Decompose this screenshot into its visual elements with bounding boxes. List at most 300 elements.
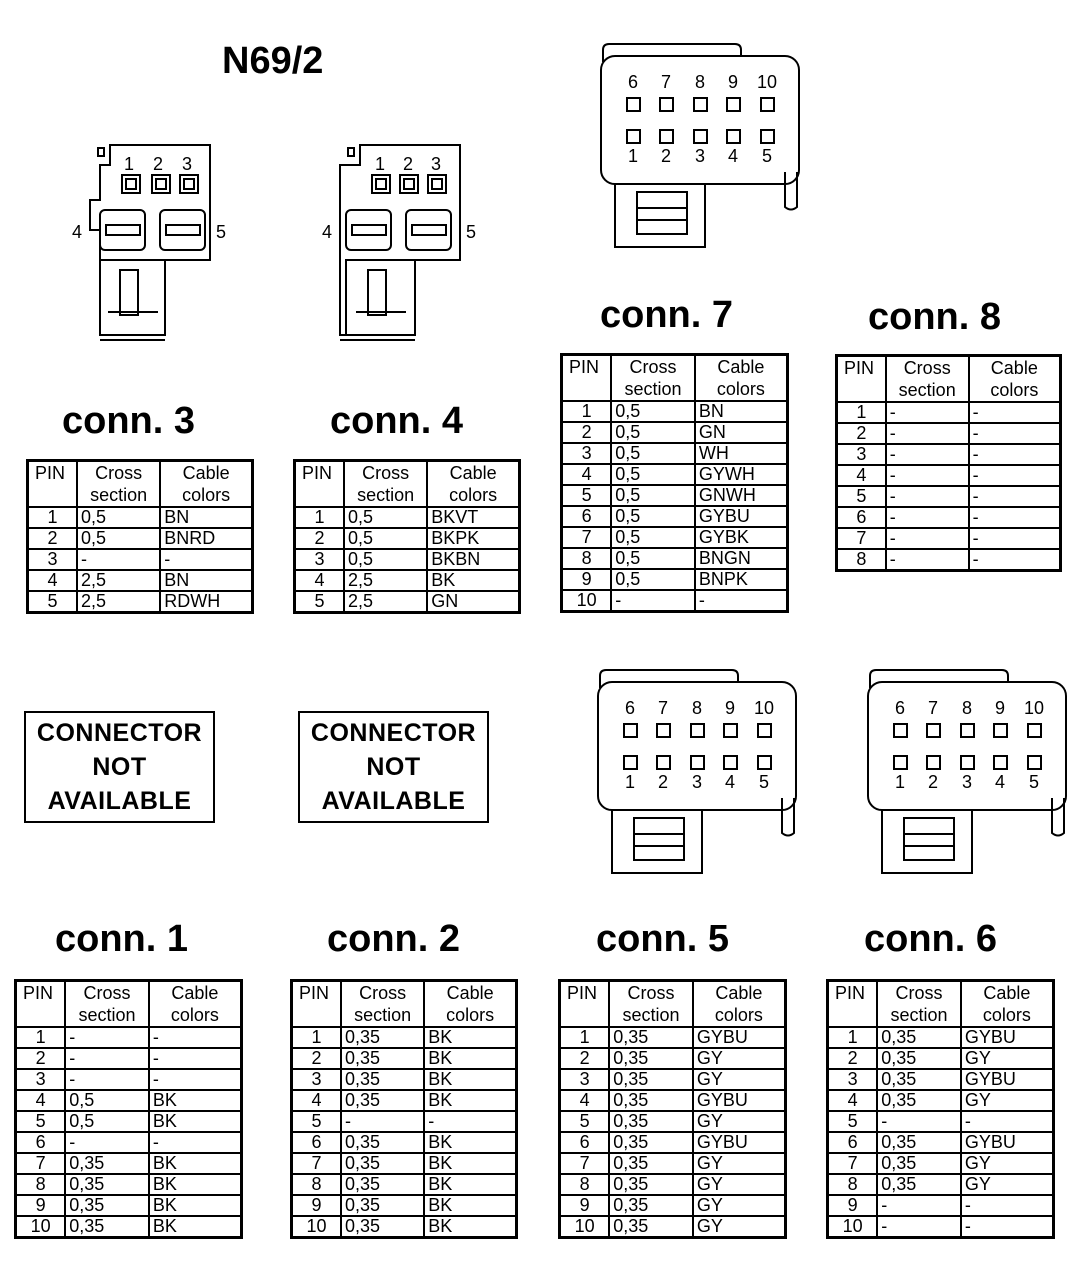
cable-color-cell: WH [695, 443, 788, 464]
pin-cell: 9 [562, 569, 612, 590]
conn-1-table [14, 979, 243, 1239]
cable-color-cell: - [424, 1111, 516, 1132]
cross-section-cell: - [886, 549, 969, 571]
table-row [28, 528, 253, 549]
cross-section-cell: - [886, 465, 969, 486]
cable-color-cell: BK [424, 1132, 516, 1153]
cross-section-cell: - [886, 423, 969, 444]
cross-section-cell: - [65, 1132, 149, 1153]
table-header-row [28, 461, 253, 508]
pin-labels [895, 698, 1044, 792]
pin-cell: 2 [292, 1048, 342, 1069]
cross-section-cell: 2,5 [77, 591, 160, 613]
table-row [562, 443, 788, 464]
cable-color-cell: - [961, 1111, 1054, 1132]
cable-color-cell: BK [424, 1027, 516, 1048]
na-line: AVAILABLE [321, 787, 466, 815]
pin-cell: 1 [295, 507, 345, 528]
table-row [295, 549, 520, 570]
table-header-row [292, 981, 517, 1028]
column-header-text: section [90, 485, 148, 505]
pin-label: 10 [1024, 698, 1045, 718]
conn-2-table [290, 979, 518, 1239]
pin-label: 10 [754, 698, 775, 718]
pin-cell: 1 [562, 401, 612, 422]
column-header-text: colors [982, 1005, 1031, 1025]
pin-cell: 2 [828, 1048, 878, 1069]
pin-cell: 1 [292, 1027, 342, 1048]
cross-section-cell: - [886, 402, 969, 423]
pin-cell: 1 [28, 507, 78, 528]
pin-label: 9 [725, 698, 736, 718]
table-row [16, 1174, 242, 1195]
column-header-text: Cross [895, 983, 943, 1003]
cable-color-cell: GY [961, 1048, 1054, 1069]
pin-cell: 4 [28, 570, 78, 591]
cable-color-cell: BKVT [427, 507, 519, 528]
table-row [28, 570, 253, 591]
column-header-text: Cable [449, 463, 497, 483]
cross-section-cell: 0,5 [65, 1111, 149, 1132]
table-row [560, 1090, 786, 1111]
table-row [828, 1111, 1054, 1132]
cross-section-cell: 0,35 [65, 1195, 149, 1216]
cable-color-cell: BK [424, 1048, 516, 1069]
table-row [560, 1174, 786, 1195]
cable-color-cell: GYBU [961, 1069, 1054, 1090]
cable-color-cell: BK [149, 1153, 242, 1174]
cross-section-cell: 0,5 [344, 507, 427, 528]
column-header [562, 355, 612, 402]
cable-color-cell: GYBU [693, 1132, 786, 1153]
cable-color-cell: BNGN [695, 548, 788, 569]
pin-label: 4 [725, 772, 736, 792]
cable-color-cell: BK [427, 570, 519, 591]
pin-label: 7 [658, 698, 669, 718]
connector-drawing-small-a [70, 140, 240, 350]
table-row [562, 548, 788, 569]
column-header-text: section [357, 485, 415, 505]
pin-cell: 1 [828, 1027, 878, 1048]
pin-label: 9 [728, 72, 739, 92]
pin-cell: 9 [560, 1195, 610, 1216]
column-header-text: colors [182, 485, 231, 505]
table-row [16, 1090, 242, 1111]
cable-color-cell: - [149, 1069, 242, 1090]
column-header [160, 461, 252, 508]
pin-cell: 5 [828, 1111, 878, 1132]
pin-cell: 5 [560, 1111, 610, 1132]
pin-label: 8 [695, 72, 706, 92]
pin-label: 9 [995, 698, 1006, 718]
pin-label: 2 [153, 154, 164, 174]
table-row [562, 569, 788, 590]
column-header [149, 981, 242, 1028]
conn-6-table [826, 979, 1055, 1239]
cable-color-cell: GYWH [695, 464, 788, 485]
cross-section-cell: 0,35 [341, 1090, 424, 1111]
cable-color-cell: BK [149, 1090, 242, 1111]
pin-label: 8 [692, 698, 703, 718]
cross-section-cell: 0,35 [609, 1195, 693, 1216]
column-header-text: Cable [446, 983, 494, 1003]
pin-cell: 9 [16, 1195, 66, 1216]
connector-drawing-small-b [320, 140, 490, 350]
cross-section-cell: 0,35 [65, 1153, 149, 1174]
pin-cell: 7 [16, 1153, 66, 1174]
table-row [562, 506, 788, 527]
column-header [828, 981, 878, 1028]
cross-section-cell: - [886, 507, 969, 528]
conn-8-table [835, 354, 1062, 572]
cross-section-cell: 0,35 [609, 1132, 693, 1153]
table-row [828, 1174, 1054, 1195]
conn-6-title: conn. 6 [864, 918, 998, 960]
table-row [562, 464, 788, 485]
table-row [295, 570, 520, 591]
cross-section-cell: 0,35 [877, 1069, 961, 1090]
table-row [562, 590, 788, 612]
pin-cell: 10 [828, 1216, 878, 1238]
pin-cell: 9 [828, 1195, 878, 1216]
cross-section-cell: 2,5 [344, 591, 427, 613]
cross-section-cell: - [886, 528, 969, 549]
cable-color-cell: BNRD [160, 528, 252, 549]
pin-label: 3 [962, 772, 973, 792]
cable-color-cell: GYBU [693, 1090, 786, 1111]
pin-cell: 4 [292, 1090, 342, 1111]
column-header-text: PIN [302, 463, 333, 483]
cable-color-cell: GY [693, 1048, 786, 1069]
pin-cell: 3 [292, 1069, 342, 1090]
table-row [562, 485, 788, 506]
cable-color-cell: BKBN [427, 549, 519, 570]
column-header-text: colors [716, 379, 765, 399]
table-row [28, 549, 253, 570]
cable-color-cell: BNPK [695, 569, 788, 590]
pin-label: 3 [692, 772, 703, 792]
table-row [16, 1132, 242, 1153]
pin-label: 7 [928, 698, 939, 718]
pin-cell: 2 [562, 422, 612, 443]
cable-color-cell: GY [693, 1195, 786, 1216]
cross-section-cell: 0,5 [611, 422, 695, 443]
conn-2-title: conn. 2 [327, 918, 461, 960]
cross-section-cell: 0,5 [611, 548, 695, 569]
cross-section-cell: 0,35 [65, 1216, 149, 1238]
table-row [28, 591, 253, 613]
cross-section-cell: - [877, 1216, 961, 1238]
table-row [562, 422, 788, 443]
cross-section-cell: 0,35 [609, 1090, 693, 1111]
cable-color-cell: GYBU [961, 1027, 1054, 1048]
column-header-text: section [890, 1005, 948, 1025]
pin-label: 4 [322, 222, 333, 242]
table-row [560, 1153, 786, 1174]
pin-cell: 6 [837, 507, 886, 528]
cable-color-cell: BK [149, 1111, 242, 1132]
cross-section-cell: 0,5 [65, 1090, 149, 1111]
column-header-text: Cable [171, 983, 219, 1003]
table-row [292, 1195, 517, 1216]
column-header [961, 981, 1054, 1028]
pin-label: 4 [995, 772, 1006, 792]
cable-color-cell: GY [961, 1090, 1054, 1111]
pin-cell: 3 [295, 549, 345, 570]
conn-4-title: conn. 4 [330, 400, 464, 442]
cable-color-cell: - [969, 528, 1061, 549]
table-row [28, 507, 253, 528]
pin-cell: 7 [562, 527, 612, 548]
column-header [837, 356, 886, 403]
na-line: CONNECTOR [36, 719, 203, 747]
pin-cell: 2 [295, 528, 345, 549]
pin-cell: 8 [828, 1174, 878, 1195]
pin-label: 6 [628, 72, 639, 92]
cable-color-cell: - [961, 1195, 1054, 1216]
column-header-text: colors [449, 485, 498, 505]
column-header-text: section [624, 379, 682, 399]
table-row [828, 1048, 1054, 1069]
pin-cell: 2 [16, 1048, 66, 1069]
pin-cell: 10 [562, 590, 612, 612]
pin-cell: 3 [28, 549, 78, 570]
pin-cell: 3 [16, 1069, 66, 1090]
table-row [292, 1048, 517, 1069]
table-row [560, 1048, 786, 1069]
cross-section-cell: 0,35 [877, 1048, 961, 1069]
cross-section-cell: 0,5 [344, 528, 427, 549]
cable-color-cell: GY [693, 1153, 786, 1174]
cable-color-cell: BK [149, 1216, 242, 1238]
cross-section-cell: 0,5 [611, 527, 695, 548]
column-header-text: colors [714, 1005, 763, 1025]
table-header-row [295, 461, 520, 508]
pin-label: 6 [625, 698, 636, 718]
table-row [16, 1048, 242, 1069]
pin-cell: 7 [560, 1153, 610, 1174]
cable-color-cell: GY [961, 1174, 1054, 1195]
cross-section-cell: 0,35 [609, 1111, 693, 1132]
column-header-text: section [78, 1005, 136, 1025]
pin-cell: 6 [562, 506, 612, 527]
column-header-text: Cross [359, 983, 407, 1003]
cable-color-cell: GY [693, 1111, 786, 1132]
cable-color-cell: GY [693, 1216, 786, 1238]
cable-color-cell: - [149, 1132, 242, 1153]
pin-label: 5 [759, 772, 770, 792]
pin-label: 1 [625, 772, 636, 792]
table-row [292, 1216, 517, 1238]
cross-section-cell: 0,35 [877, 1174, 961, 1195]
cross-section-cell: 0,35 [341, 1027, 424, 1048]
pin-label: 5 [466, 222, 477, 242]
cross-section-cell: - [611, 590, 695, 612]
pin-cell: 1 [560, 1027, 610, 1048]
pin-label: 2 [661, 146, 672, 166]
table-row [16, 1153, 242, 1174]
pin-label: 3 [182, 154, 193, 174]
column-header [693, 981, 786, 1028]
na-line: CONNECTOR [310, 719, 477, 747]
cross-section-cell: 0,35 [341, 1048, 424, 1069]
cable-color-cell: GNWH [695, 485, 788, 506]
pin-cell: 7 [837, 528, 886, 549]
pin-label: 6 [895, 698, 906, 718]
pin-label: 2 [658, 772, 669, 792]
cross-section-cell: 0,5 [611, 401, 695, 422]
cable-color-cell: BK [424, 1090, 516, 1111]
cross-section-cell: 0,35 [877, 1132, 961, 1153]
cable-color-cell: GY [693, 1174, 786, 1195]
cross-section-cell: 0,5 [611, 569, 695, 590]
pin-cell: 4 [562, 464, 612, 485]
column-header [969, 356, 1061, 403]
cross-section-cell: 0,35 [341, 1069, 424, 1090]
column-header-text: PIN [23, 983, 54, 1003]
pin-cell: 4 [16, 1090, 66, 1111]
pin-cell: 1 [16, 1027, 66, 1048]
pin-cell: 4 [560, 1090, 610, 1111]
table-row [562, 527, 788, 548]
column-header [77, 461, 160, 508]
pin-cell: 8 [837, 549, 886, 571]
table-row [560, 1069, 786, 1090]
column-header-text: colors [990, 380, 1039, 400]
table-header-row [828, 981, 1054, 1028]
column-header [877, 981, 961, 1028]
cross-section-cell: 0,35 [877, 1027, 961, 1048]
cable-color-cell: - [695, 590, 788, 612]
column-header-text: Cable [182, 463, 230, 483]
pin-cell: 4 [837, 465, 886, 486]
pin-label: 1 [628, 146, 639, 166]
table-row [560, 1027, 786, 1048]
pin-label: 5 [762, 146, 773, 166]
pin-cell: 4 [828, 1090, 878, 1111]
conn-8-title: conn. 8 [868, 296, 1002, 338]
table-row [292, 1111, 517, 1132]
pin-cell: 5 [295, 591, 345, 613]
cross-section-cell: 0,35 [609, 1048, 693, 1069]
table-row [837, 528, 1061, 549]
pin-cell: 7 [828, 1153, 878, 1174]
table-row [16, 1069, 242, 1090]
pin-label: 3 [695, 146, 706, 166]
pin-cell: 2 [837, 423, 886, 444]
pin-cell: 1 [837, 402, 886, 423]
cable-color-cell: BN [695, 401, 788, 422]
table-row [292, 1027, 517, 1048]
pin-label: 7 [661, 72, 672, 92]
table-header-row [837, 356, 1061, 403]
na-line: AVAILABLE [47, 787, 192, 815]
na-line: NOT [366, 753, 421, 781]
pin-cell: 6 [560, 1132, 610, 1153]
column-header-text: PIN [844, 358, 875, 378]
column-header [886, 356, 969, 403]
pin-labels [625, 698, 774, 792]
conn-7-table [560, 353, 789, 613]
table-row [562, 401, 788, 422]
column-header-text: Cable [983, 983, 1031, 1003]
page-title: N69/2 [222, 40, 324, 82]
column-header [424, 981, 516, 1028]
pin-cell: 6 [16, 1132, 66, 1153]
pin-cell: 2 [560, 1048, 610, 1069]
cross-section-cell: 0,35 [877, 1153, 961, 1174]
pin-cell: 5 [562, 485, 612, 506]
cross-section-cell: 0,5 [77, 528, 160, 549]
cross-section-cell: 0,5 [611, 485, 695, 506]
table-row [828, 1069, 1054, 1090]
cable-color-cell: - [149, 1027, 242, 1048]
table-row [560, 1216, 786, 1238]
table-row [837, 507, 1061, 528]
table-row [292, 1132, 517, 1153]
pin-cell: 7 [292, 1153, 342, 1174]
cable-color-cell: GY [961, 1153, 1054, 1174]
column-header-text: colors [170, 1005, 219, 1025]
cross-section-cell: 0,35 [609, 1174, 693, 1195]
connector-drawing-large-b [592, 668, 802, 878]
pin-label: 3 [431, 154, 442, 174]
table-row [560, 1195, 786, 1216]
pin-cell: 8 [16, 1174, 66, 1195]
column-header [28, 461, 78, 508]
column-header [295, 461, 345, 508]
table-row [292, 1090, 517, 1111]
cross-section-cell: 0,35 [609, 1069, 693, 1090]
column-header-text: Cross [95, 463, 143, 483]
cross-section-cell: 0,5 [611, 506, 695, 527]
cross-section-cell: - [65, 1069, 149, 1090]
table-row [828, 1153, 1054, 1174]
cable-color-cell: - [961, 1216, 1054, 1238]
table-row [837, 423, 1061, 444]
column-header-text: Cable [990, 358, 1038, 378]
cable-color-cell: BK [149, 1195, 242, 1216]
conn-5-table [558, 979, 787, 1239]
column-header [427, 461, 519, 508]
pin-cell: 3 [828, 1069, 878, 1090]
column-header [65, 981, 149, 1028]
cable-color-cell: BK [424, 1174, 516, 1195]
table-row [828, 1090, 1054, 1111]
column-header-text: colors [446, 1005, 495, 1025]
cross-section-cell: 2,5 [344, 570, 427, 591]
cable-color-cell: BN [160, 570, 252, 591]
pin-cell: 5 [16, 1111, 66, 1132]
column-header-text: Cross [629, 357, 677, 377]
cross-section-cell: 0,35 [609, 1153, 693, 1174]
table-row [16, 1195, 242, 1216]
table-row [295, 528, 520, 549]
column-header-text: PIN [835, 983, 866, 1003]
table-row [16, 1111, 242, 1132]
pin-cell: 8 [562, 548, 612, 569]
cable-color-cell: BK [424, 1069, 516, 1090]
cable-color-cell: - [969, 549, 1061, 571]
cable-color-cell: - [149, 1048, 242, 1069]
cable-color-cell: BK [149, 1174, 242, 1195]
pin-cell: 5 [28, 591, 78, 613]
cable-color-cell: BKPK [427, 528, 519, 549]
pin-cell: 4 [295, 570, 345, 591]
conn-5-title: conn. 5 [596, 918, 730, 960]
cross-section-cell: 0,5 [611, 464, 695, 485]
table-row [828, 1216, 1054, 1238]
